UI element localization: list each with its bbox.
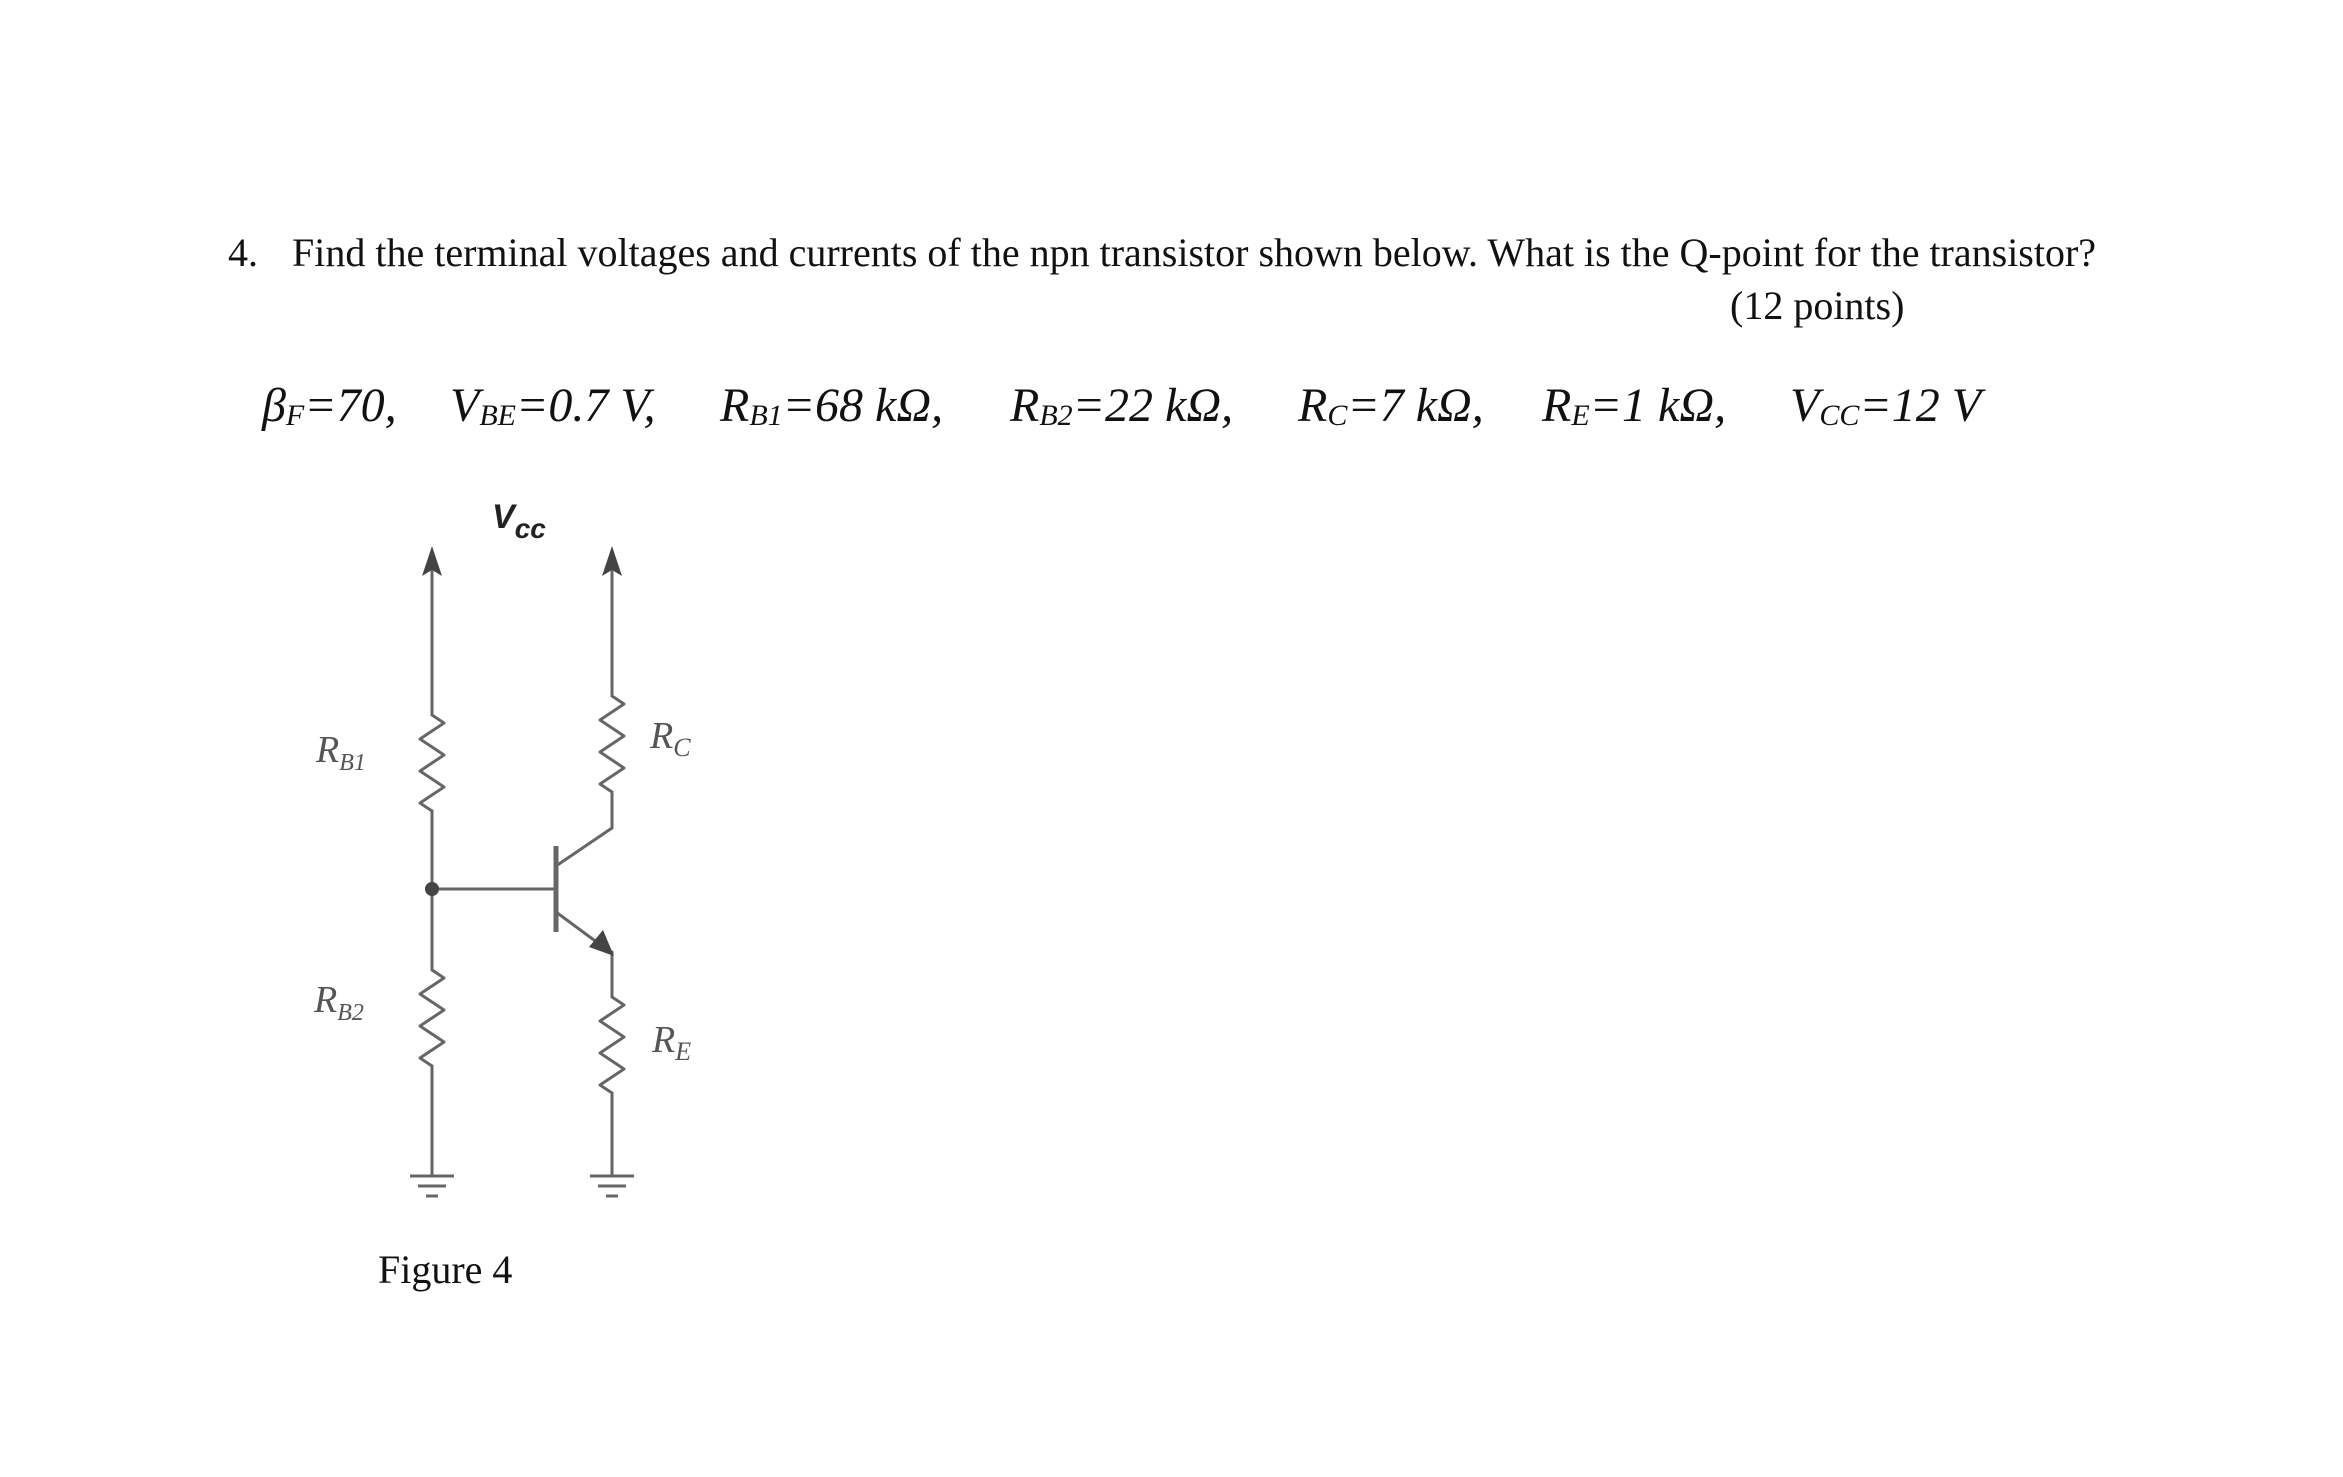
param-rb2: $R_{B2}=22$ kΩ, [1010,379,1234,432]
rc-label: $R_C$ [650,715,691,762]
ground-right [590,1176,634,1196]
param-beta-f: $\beta_F=70$, [262,379,397,432]
resistor-rb2 [420,970,444,1066]
ground-left [410,1176,454,1196]
param-rb1: $R_{B1}=68$ kΩ, [720,379,944,432]
param-vcc: $V_{CC}=12$ V [1790,379,1982,432]
resistor-re [600,997,624,1093]
figure-caption: Figure 4 [378,1247,513,1292]
question-points: (12 points) [1730,283,1905,328]
vcc-label: $V_{cc}$ [492,498,546,544]
param-rc: $R_C=7$ kΩ, [1298,379,1484,432]
rb2-label: $R_{B2}$ [314,979,364,1026]
resistor-rc [600,696,624,792]
base-junction-dot [425,882,439,896]
re-label: $R_E$ [652,1019,692,1066]
transistor-emitter-arrow [589,930,614,956]
resistor-rb1 [420,715,444,811]
transistor-collector-lead [556,828,612,866]
question-number: 4. [228,230,258,275]
question-body: Find the terminal voltages and currents of the npn transistor shown below. What is the Q-point for the transistor? [292,230,2097,275]
param-re: $R_E=1$ kΩ, [1542,379,1727,432]
param-vbe: $V_{BE}=0.7$ V, [450,379,656,432]
rb1-label: $R_{B1}$ [316,729,366,776]
